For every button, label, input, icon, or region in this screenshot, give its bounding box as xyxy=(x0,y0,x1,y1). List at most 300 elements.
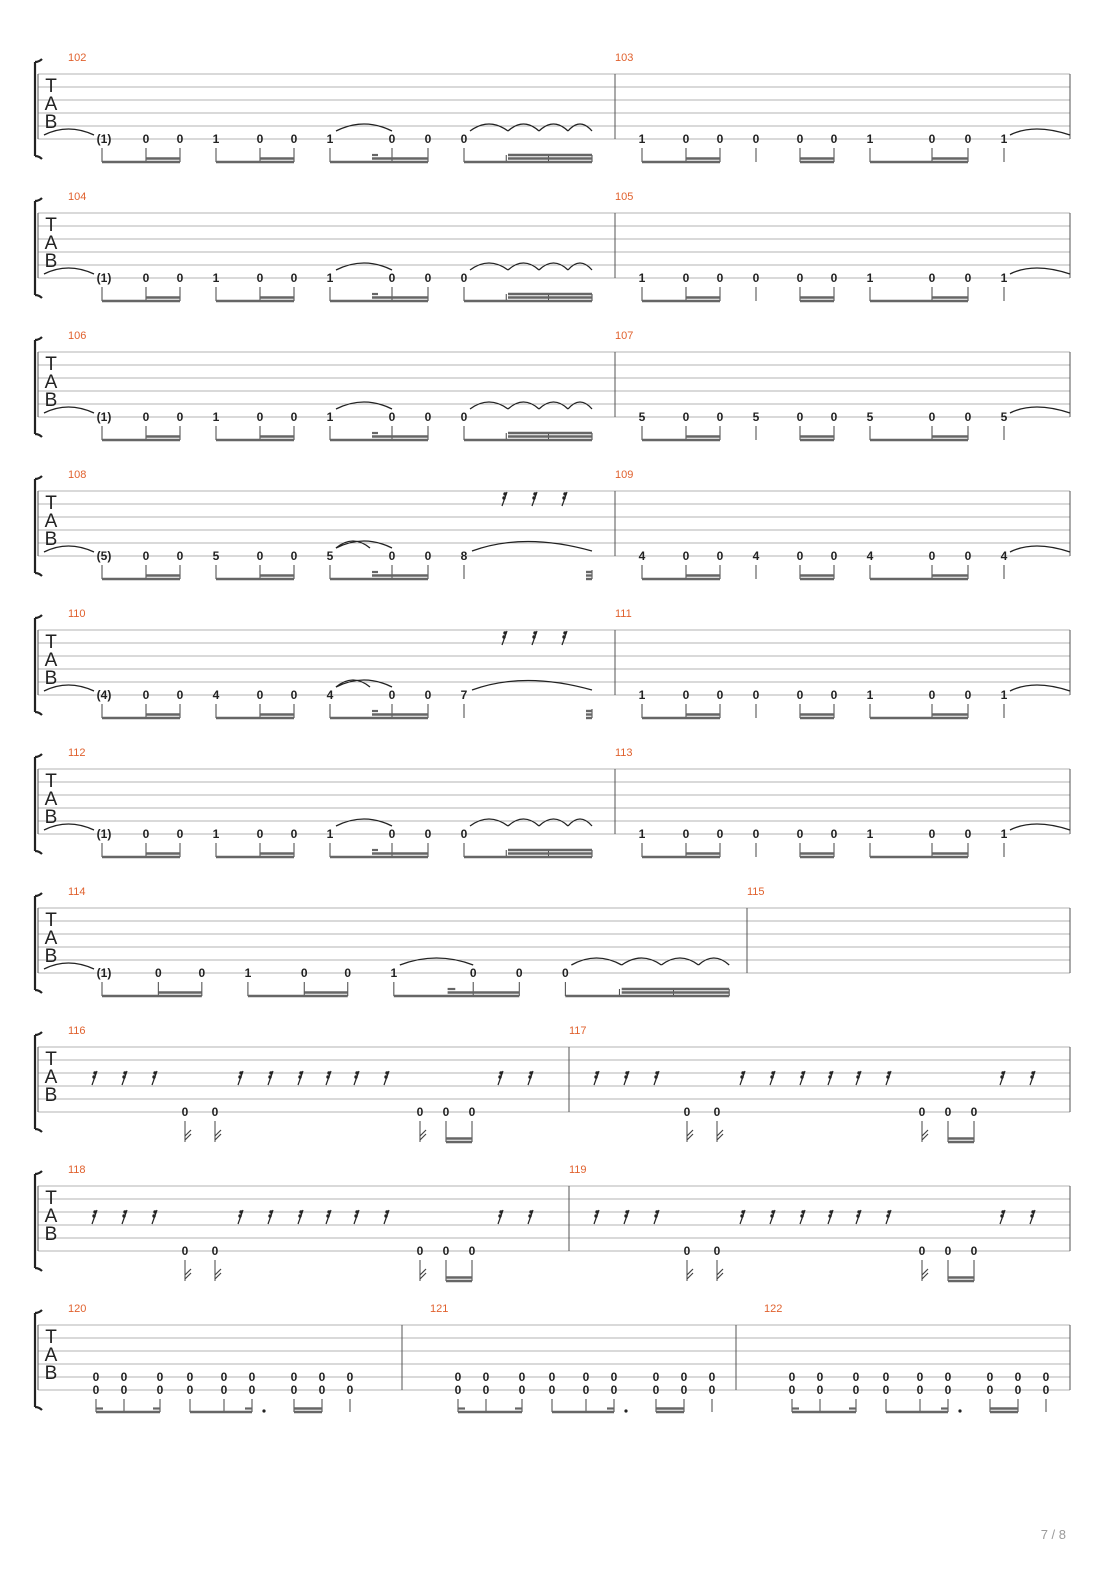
fret-number: 0 xyxy=(916,1370,924,1384)
tab-clef-letter: A xyxy=(44,94,58,115)
fret-number: 0 xyxy=(796,549,804,563)
fret-number: 0 xyxy=(176,827,184,841)
flag xyxy=(185,1269,191,1279)
rest-dot xyxy=(1000,1214,1003,1217)
fret-number: 0 xyxy=(388,132,396,146)
tab-system xyxy=(35,1303,1070,1413)
fret-number: 0 xyxy=(816,1370,824,1384)
fret-number: 0 xyxy=(290,827,298,841)
fret-number: 1 xyxy=(1000,271,1008,285)
rest-dot xyxy=(563,631,566,634)
tie xyxy=(539,263,568,270)
fret-number: 0 xyxy=(176,688,184,702)
fret-number: 0 xyxy=(344,966,352,980)
fret-number: 0 xyxy=(211,1244,219,1258)
tab-clef-letter: T xyxy=(45,493,57,514)
fret-number: 0 xyxy=(682,549,690,563)
fret-number: (1) xyxy=(96,410,112,424)
rest-dot xyxy=(355,1210,358,1213)
tab-clef-letter: B xyxy=(44,1085,58,1106)
rest-dot xyxy=(770,1214,773,1217)
tab-system xyxy=(35,1164,1070,1281)
fret-number: 0 xyxy=(518,1383,526,1397)
fret-number: 0 xyxy=(346,1383,354,1397)
rest-dot xyxy=(326,1214,329,1217)
tie xyxy=(470,124,508,131)
fret-number: 0 xyxy=(424,688,432,702)
rest-dot xyxy=(655,1071,658,1074)
fret-number: 0 xyxy=(964,271,972,285)
fret-number: 5 xyxy=(1000,410,1008,424)
rest-dot xyxy=(498,1075,501,1078)
fret-number: 0 xyxy=(290,271,298,285)
fret-number: 0 xyxy=(220,1383,228,1397)
fret-number: 0 xyxy=(652,1370,660,1384)
flag xyxy=(215,1269,221,1279)
fret-number: 0 xyxy=(830,410,838,424)
rest-dot xyxy=(327,1210,330,1213)
rest-dot xyxy=(1001,1071,1004,1074)
fret-number: 0 xyxy=(176,271,184,285)
tab-clef-letter: A xyxy=(44,1067,58,1088)
fret-number: 0 xyxy=(680,1370,688,1384)
fret-number: 0 xyxy=(388,410,396,424)
rest-dot xyxy=(499,1210,502,1213)
flag xyxy=(215,1130,221,1140)
rest-dot xyxy=(1030,1214,1033,1217)
fret-number: 0 xyxy=(92,1383,100,1397)
fret-number: 0 xyxy=(388,271,396,285)
fret-number: 0 xyxy=(944,1370,952,1384)
rest-dot xyxy=(385,1210,388,1213)
fret-number: 4 xyxy=(326,688,334,702)
rest-dot xyxy=(801,1071,804,1074)
rest-dot xyxy=(1001,1210,1004,1213)
fret-number: 0 xyxy=(716,410,724,424)
measure-number: 114 xyxy=(68,886,86,898)
fret-number: 0 xyxy=(156,1383,164,1397)
fret-number: 0 xyxy=(318,1370,326,1384)
fret-number: 1 xyxy=(638,688,646,702)
tie xyxy=(470,263,508,270)
fret-number: 1 xyxy=(390,966,398,980)
rest-dot xyxy=(1031,1210,1034,1213)
rest-dot xyxy=(499,1071,502,1074)
measure-number: 110 xyxy=(68,608,86,620)
fret-number: 0 xyxy=(154,966,162,980)
fret-number: (5) xyxy=(96,549,112,563)
fret-number: 0 xyxy=(796,132,804,146)
fret-number: 0 xyxy=(181,1105,189,1119)
tie xyxy=(470,819,508,826)
measure-number: 109 xyxy=(615,469,634,481)
fret-number: 0 xyxy=(852,1370,860,1384)
measure-number: 115 xyxy=(747,886,765,898)
fret-number: 0 xyxy=(716,132,724,146)
tie xyxy=(622,958,662,965)
fret-number: 1 xyxy=(326,132,334,146)
fret-number: 4 xyxy=(212,688,220,702)
fret-number: 0 xyxy=(424,410,432,424)
fret-number: 4 xyxy=(866,549,874,563)
tab-system xyxy=(35,886,1070,996)
fret-number: 0 xyxy=(788,1383,796,1397)
fret-number: 0 xyxy=(388,827,396,841)
rest-dot xyxy=(887,1210,890,1213)
fret-number: 0 xyxy=(928,827,936,841)
fret-number: 0 xyxy=(142,827,150,841)
fret-number: 0 xyxy=(424,271,432,285)
measure-number: 112 xyxy=(68,747,86,759)
tie xyxy=(336,819,392,826)
fret-number: 0 xyxy=(120,1383,128,1397)
rest-dot xyxy=(857,1210,860,1213)
fret-number: 0 xyxy=(460,271,468,285)
rest-dot xyxy=(829,1071,832,1074)
fret-number: 4 xyxy=(638,549,646,563)
rest-dot xyxy=(385,1071,388,1074)
rest-dot xyxy=(828,1075,831,1078)
fret-number: 5 xyxy=(212,549,220,563)
fret-number: 4 xyxy=(1000,549,1008,563)
fret-number: 0 xyxy=(796,271,804,285)
rest-dot xyxy=(529,1071,532,1074)
fret-number: 0 xyxy=(92,1370,100,1384)
rest-dot xyxy=(503,631,506,634)
fret-number: 5 xyxy=(638,410,646,424)
fret-number: 0 xyxy=(318,1383,326,1397)
measure-number: 113 xyxy=(615,747,633,759)
fret-number: 0 xyxy=(416,1244,424,1258)
fret-number: 5 xyxy=(866,410,874,424)
tie xyxy=(508,263,539,270)
fret-number: 0 xyxy=(290,410,298,424)
fret-number: 1 xyxy=(326,410,334,424)
tie xyxy=(508,819,539,826)
rest-dot xyxy=(771,1071,774,1074)
dot xyxy=(624,1409,627,1412)
rest-dot xyxy=(741,1210,744,1213)
rest-dot xyxy=(528,1214,531,1217)
fret-number: 1 xyxy=(212,132,220,146)
rest-dot xyxy=(239,1210,242,1213)
fret-number: 1 xyxy=(244,966,252,980)
fret-number: 0 xyxy=(346,1370,354,1384)
rest-dot xyxy=(152,1075,155,1078)
fret-number: 0 xyxy=(290,1383,298,1397)
rest-dot xyxy=(326,1075,329,1078)
rest-dot xyxy=(123,1210,126,1213)
fret-number: 0 xyxy=(682,688,690,702)
fret-number: 1 xyxy=(638,827,646,841)
fret-number: 0 xyxy=(708,1370,716,1384)
fret-number: 0 xyxy=(1042,1370,1050,1384)
tab-clef-letter: A xyxy=(44,511,58,532)
fret-number: 0 xyxy=(970,1105,978,1119)
rest-dot xyxy=(1030,1075,1033,1078)
fret-number: 0 xyxy=(469,966,477,980)
rest-dot xyxy=(532,496,535,499)
flag xyxy=(922,1269,928,1279)
fret-number: 0 xyxy=(186,1370,194,1384)
fret-number: 0 xyxy=(515,966,523,980)
measure-number: 106 xyxy=(68,330,87,342)
fret-number: 0 xyxy=(211,1105,219,1119)
fret-number: 1 xyxy=(212,410,220,424)
tab-clef-letter: T xyxy=(45,1327,57,1348)
rest-dot xyxy=(856,1075,859,1078)
fret-number: 0 xyxy=(482,1370,490,1384)
rest-dot xyxy=(122,1075,125,1078)
fret-number: 0 xyxy=(830,688,838,702)
fret-number: 1 xyxy=(866,271,874,285)
tie xyxy=(508,402,539,409)
rest-dot xyxy=(741,1071,744,1074)
fret-number: 0 xyxy=(752,271,760,285)
fret-number: 0 xyxy=(176,549,184,563)
rest-dot xyxy=(829,1210,832,1213)
fret-number: 1 xyxy=(212,827,220,841)
rest-dot xyxy=(529,1210,532,1213)
fret-number: 0 xyxy=(256,271,264,285)
tab-system xyxy=(35,1025,1070,1142)
fret-number: 0 xyxy=(460,132,468,146)
fret-number: 0 xyxy=(682,410,690,424)
fret-number: 0 xyxy=(716,549,724,563)
fret-number: 0 xyxy=(562,966,569,980)
rest-dot xyxy=(528,1075,531,1078)
rest-dot xyxy=(595,1071,598,1074)
dot xyxy=(958,1409,961,1412)
rest-dot xyxy=(92,1075,95,1078)
rest-dot xyxy=(354,1075,357,1078)
rest-dot xyxy=(503,492,506,495)
tab-clef-letter: T xyxy=(45,215,57,236)
tie xyxy=(661,958,698,965)
tie xyxy=(1010,546,1070,552)
rest-dot xyxy=(887,1071,890,1074)
tab-system xyxy=(35,469,1070,579)
fret-number: 0 xyxy=(970,1244,978,1258)
tie xyxy=(539,819,568,826)
rest-dot xyxy=(594,1214,597,1217)
tab-clef-letter: B xyxy=(44,1363,58,1384)
tab-clef-letter: B xyxy=(44,390,58,411)
measure-number: 111 xyxy=(615,608,632,620)
fret-number: 0 xyxy=(752,827,760,841)
fret-number: 0 xyxy=(518,1370,526,1384)
measure-number: 119 xyxy=(569,1164,587,1176)
fret-number: 1 xyxy=(866,827,874,841)
fret-number: 0 xyxy=(964,549,972,563)
fret-number: 0 xyxy=(682,271,690,285)
tab-system xyxy=(35,747,1070,857)
tab-clef-letter: A xyxy=(44,1206,58,1227)
fret-number: 0 xyxy=(454,1383,462,1397)
fret-number: 0 xyxy=(181,1244,189,1258)
fret-number: 0 xyxy=(290,549,298,563)
measure-number: 104 xyxy=(68,191,87,203)
tie xyxy=(336,263,392,270)
fret-number: 0 xyxy=(198,966,206,980)
measure-number: 103 xyxy=(615,52,634,64)
fret-number: 0 xyxy=(882,1370,890,1384)
tab-clef-letter: T xyxy=(45,354,57,375)
flag xyxy=(717,1130,723,1140)
fret-number: (1) xyxy=(96,966,112,980)
fret-number: 0 xyxy=(680,1383,688,1397)
rest-dot xyxy=(562,635,565,638)
fret-number: 0 xyxy=(796,688,804,702)
fret-number: 0 xyxy=(716,827,724,841)
fret-number: 0 xyxy=(796,410,804,424)
fret-number: 1 xyxy=(212,271,220,285)
measure-number: 121 xyxy=(430,1303,449,1315)
fret-number: 8 xyxy=(460,549,468,563)
rest-dot xyxy=(654,1214,657,1217)
rest-dot xyxy=(532,635,535,638)
fret-number: 0 xyxy=(652,1383,660,1397)
rest-dot xyxy=(298,1214,301,1217)
fret-number: 0 xyxy=(708,1383,716,1397)
tab-clef-letter: B xyxy=(44,251,58,272)
tie xyxy=(571,958,621,965)
rest-dot xyxy=(299,1071,302,1074)
rest-dot xyxy=(1000,1075,1003,1078)
rest-dot xyxy=(498,1214,501,1217)
rest-dot xyxy=(298,1075,301,1078)
tab-clef-letter: T xyxy=(45,76,57,97)
rest-dot xyxy=(238,1214,241,1217)
rest-dot xyxy=(299,1210,302,1213)
rest-dot xyxy=(856,1214,859,1217)
fret-number: 1 xyxy=(1000,827,1008,841)
tab-clef-letter: A xyxy=(44,1345,58,1366)
fret-number: 1 xyxy=(866,688,874,702)
rest-dot xyxy=(533,492,536,495)
fret-number: 0 xyxy=(300,966,308,980)
tie xyxy=(568,819,592,826)
rest-dot xyxy=(122,1214,125,1217)
fret-number: 0 xyxy=(964,410,972,424)
fret-number: 0 xyxy=(796,827,804,841)
fret-number: 0 xyxy=(248,1383,256,1397)
fret-number: 0 xyxy=(176,410,184,424)
fret-number: 0 xyxy=(424,132,432,146)
fret-number: 0 xyxy=(830,132,838,146)
rest-dot xyxy=(93,1210,96,1213)
measure-number: 107 xyxy=(615,330,634,342)
rest-dot xyxy=(153,1210,156,1213)
fret-number: 0 xyxy=(716,688,724,702)
rest-dot xyxy=(92,1214,95,1217)
fret-number: 0 xyxy=(442,1105,450,1119)
fret-number: 0 xyxy=(460,827,468,841)
fret-number: 0 xyxy=(882,1383,890,1397)
rest-dot xyxy=(625,1210,628,1213)
fret-number: 0 xyxy=(830,549,838,563)
tie xyxy=(698,958,729,965)
rest-dot xyxy=(384,1075,387,1078)
measure-number: 122 xyxy=(764,1303,783,1315)
tab-clef-letter: T xyxy=(45,1188,57,1209)
rest-dot xyxy=(153,1071,156,1074)
tab-clef-letter: B xyxy=(44,668,58,689)
flag xyxy=(687,1130,693,1140)
fret-number: 0 xyxy=(610,1370,618,1384)
fret-number: 0 xyxy=(290,132,298,146)
fret-number: 0 xyxy=(442,1244,450,1258)
tie xyxy=(1010,685,1070,691)
fret-number: 0 xyxy=(416,1105,424,1119)
fret-number: 0 xyxy=(460,410,468,424)
fret-number: 0 xyxy=(852,1383,860,1397)
tab-clef-letter: A xyxy=(44,233,58,254)
fret-number: 0 xyxy=(548,1370,556,1384)
rest-dot xyxy=(355,1071,358,1074)
rest-dot xyxy=(327,1071,330,1074)
fret-number: 0 xyxy=(716,271,724,285)
fret-number: 0 xyxy=(1042,1383,1050,1397)
fret-number: 0 xyxy=(424,549,432,563)
fret-number: 0 xyxy=(830,827,838,841)
tab-clef-letter: A xyxy=(44,928,58,949)
fret-number: 0 xyxy=(220,1370,228,1384)
fret-number: 0 xyxy=(683,1244,691,1258)
tab-clef-letter: B xyxy=(44,807,58,828)
rest-dot xyxy=(269,1210,272,1213)
fret-number: (1) xyxy=(96,271,112,285)
flag xyxy=(922,1130,928,1140)
fret-number: 0 xyxy=(944,1244,952,1258)
flag xyxy=(687,1269,693,1279)
fret-number: 0 xyxy=(964,132,972,146)
tie xyxy=(1010,824,1070,830)
fret-number: 1 xyxy=(866,132,874,146)
fret-number: 0 xyxy=(256,549,264,563)
fret-number: 0 xyxy=(752,132,760,146)
fret-number: 0 xyxy=(290,1370,298,1384)
tab-clef-letter: T xyxy=(45,632,57,653)
measure-number: 108 xyxy=(68,469,87,481)
rest-dot xyxy=(502,635,505,638)
fret-number: 0 xyxy=(944,1105,952,1119)
fret-number: 0 xyxy=(142,132,150,146)
fret-number: 1 xyxy=(1000,688,1008,702)
rest-dot xyxy=(624,1214,627,1217)
rest-dot xyxy=(594,1075,597,1078)
fret-number: 0 xyxy=(120,1370,128,1384)
rest-dot xyxy=(771,1210,774,1213)
tab-clef-letter: A xyxy=(44,650,58,671)
fret-number: 0 xyxy=(454,1370,462,1384)
tie xyxy=(539,402,568,409)
fret-number: 1 xyxy=(638,132,646,146)
fret-number: 0 xyxy=(918,1244,926,1258)
tie xyxy=(568,263,592,270)
rest-dot xyxy=(93,1071,96,1074)
fret-number: 0 xyxy=(388,688,396,702)
fret-number: 0 xyxy=(682,827,690,841)
tab-clef-letter: T xyxy=(45,910,57,931)
rest-dot xyxy=(740,1214,743,1217)
measure-number: 118 xyxy=(68,1164,86,1176)
fret-number: 1 xyxy=(638,271,646,285)
rest-dot xyxy=(384,1214,387,1217)
tab-clef-letter: T xyxy=(45,1049,57,1070)
fret-number: 0 xyxy=(610,1383,618,1397)
rest-dot xyxy=(654,1075,657,1078)
